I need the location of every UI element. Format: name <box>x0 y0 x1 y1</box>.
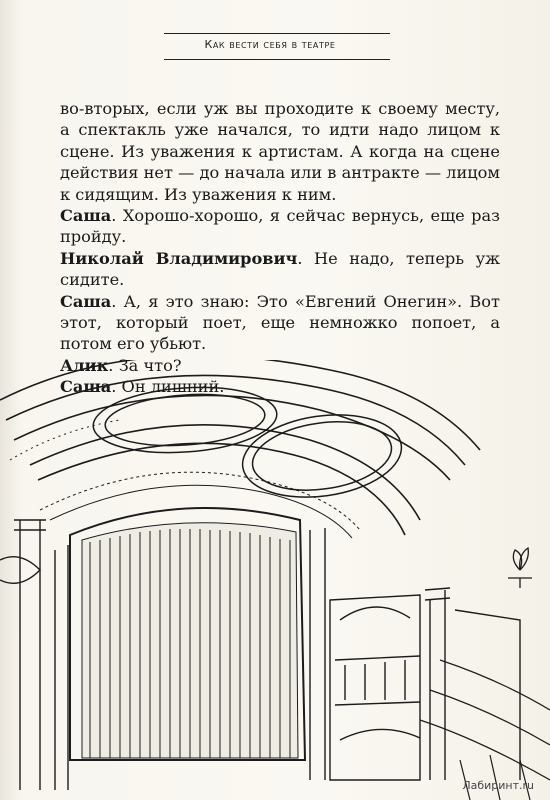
left-column <box>0 520 68 790</box>
speaker-name: Алик <box>60 355 109 375</box>
speaker-name: Саша <box>60 291 112 311</box>
dialogue-text: . Хорошо-хорошо, я сейчас вернусь, еще раз пройду. <box>60 206 500 247</box>
header-rule-bottom <box>164 59 390 60</box>
speaker-name: Николай Владимирович <box>60 248 298 268</box>
theatre-boxes <box>310 528 520 780</box>
dialogue-text: . Не надо, теперь уж сидите. <box>60 248 501 290</box>
fleuron-ornament <box>508 548 532 588</box>
header-rule-top <box>164 33 390 34</box>
dialogue-text: . За что? <box>108 355 182 375</box>
dialogue-line <box>60 205 500 248</box>
page-text <box>60 98 500 398</box>
running-title: Как вести себя в театре <box>204 38 336 51</box>
arch-ornament <box>10 420 360 538</box>
dialogue-line <box>60 248 500 291</box>
dialogue-line <box>60 291 500 355</box>
dialogue-text: . Он лишний. <box>111 377 225 397</box>
theatre-interior-illustration <box>0 360 550 800</box>
dialogue-text: . А, я это знаю: Это «Евгений Онегин». Вот этот, который поет, еще немножко попоет, а потом его убьют. <box>60 291 500 354</box>
site-watermark: Лабиринт.ru <box>462 779 534 792</box>
narration-paragraph: во-вторых, если уж вы проходите к своему месту, а спектакль уже начался, то идти надо лицом к сцене. Из уважения к артистам. А когда на сцене действия нет — до начала или в антракте — лицом к сидящим. Из уважения к ним. <box>60 99 500 204</box>
speaker-name: Саша <box>60 377 112 397</box>
stage-curtain <box>82 523 298 758</box>
speaker-name: Саша <box>60 206 112 226</box>
